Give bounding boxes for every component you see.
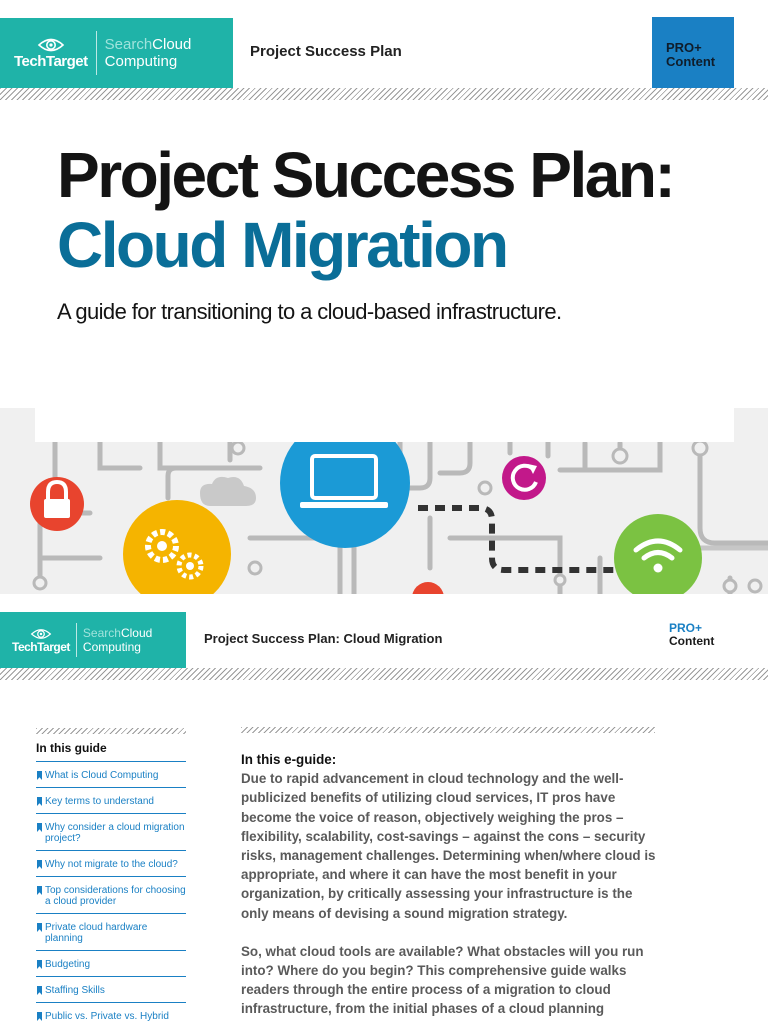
- eye-logo-icon: [37, 36, 65, 54]
- bookmark-icon: [37, 771, 42, 780]
- gears-icon: [123, 500, 231, 594]
- techtarget-logo-page2: [0, 612, 186, 668]
- intro-heading: In this e-guide:: [241, 752, 337, 767]
- bookmark-icon: [37, 960, 42, 969]
- toc-item-public-private-hybrid[interactable]: [36, 1003, 186, 1024]
- body-rule: [241, 727, 655, 733]
- toc-item-label: Public vs. Private vs. Hybrid: [45, 1011, 169, 1022]
- guide-toc: [36, 728, 186, 1024]
- techtarget-mark: [12, 627, 70, 654]
- cover-subtitle: Cloud Migration: [57, 209, 507, 281]
- pro-content-badge: [652, 17, 734, 99]
- bookmark-icon: [37, 860, 42, 869]
- pro-content-label: [669, 622, 714, 648]
- cover-title: Project Success Plan:: [57, 139, 674, 211]
- toc-item-label: Staffing Skills: [45, 985, 105, 996]
- refresh-icon: [502, 456, 546, 500]
- toc-item-provider[interactable]: [36, 877, 186, 914]
- page2-header-title: Project Success Plan: Cloud Migration: [204, 631, 443, 646]
- toc-item-label: Why not migrate to the cloud?: [45, 859, 178, 870]
- toc-item-what-is-cloud[interactable]: [36, 762, 186, 788]
- toc-item-staffing[interactable]: [36, 977, 186, 1003]
- toc-rule: [36, 728, 186, 734]
- content-label: Content: [666, 54, 716, 69]
- toc-item-label: Budgeting: [45, 959, 91, 970]
- wifi-icon: [614, 514, 702, 594]
- toc-item-why-not[interactable]: [36, 851, 186, 877]
- techtarget-logo: [0, 18, 233, 88]
- lock-icon: [30, 477, 84, 531]
- searchcloudcomputing-wordmark: [105, 36, 192, 70]
- bookmark-icon: [37, 986, 42, 995]
- logo-search-text: Search: [82, 626, 121, 640]
- toc-item-why-consider[interactable]: [36, 814, 186, 851]
- eye-logo-icon: [30, 627, 52, 641]
- searchcloudcomputing-wordmark: [83, 626, 152, 654]
- toc-item-label: Top considerations for choosing a cloud provider: [45, 885, 186, 907]
- bookmark-icon: [37, 886, 42, 895]
- logo-computing-text: Computing: [82, 640, 141, 654]
- techtarget-mark: [14, 36, 88, 70]
- toc-item-label: Why consider a cloud migration project?: [45, 822, 185, 844]
- techtarget-wordmark: TechTarget: [12, 639, 70, 654]
- toc-item-budgeting[interactable]: [36, 951, 186, 977]
- logo-search-text: Search: [104, 36, 153, 53]
- toc-item-hardware[interactable]: [36, 914, 186, 951]
- header-rule: [0, 88, 768, 100]
- header-title: Project Success Plan: [250, 43, 402, 60]
- illustration-top-mask: [35, 408, 734, 442]
- intro-paragraph-1: Due to rapid advancement in cloud technology and the well-publicized benefits of utilizing cloud services, IT pros have become the voice of reason, objectively weighing the pros – flexibility, scalability, cost-savings – against the cons – security risks, management challenges. Determining when/where cloud is appropriate, and where it can have the most benefit in your organization, by critically assessing your infrastructure is the only means of devising a sound migration strategy.: [241, 771, 656, 921]
- content-label: Content: [669, 634, 715, 648]
- cover-tagline: A guide for transitioning to a cloud-based infrastructure.: [57, 299, 562, 324]
- intro-paragraph-2: So, what cloud tools are available? What obstacles will you run into? Where do you begin? This comprehensive guide walks readers through the entire process of a migration to cloud infrastructure, from the initial phases of a cloud planning: [241, 943, 644, 1017]
- logo-cloud-text: Cloud: [152, 36, 192, 53]
- toc-item-label: Private cloud hardware planning: [45, 922, 148, 944]
- logo-computing-text: Computing: [104, 53, 178, 70]
- pro-label: PRO+: [669, 621, 703, 635]
- toc-item-label: What is Cloud Computing: [45, 770, 159, 781]
- toc-item-key-terms[interactable]: [36, 788, 186, 814]
- bookmark-icon: [37, 923, 42, 932]
- bookmark-icon: [37, 1012, 42, 1021]
- toc-heading: In this guide: [36, 741, 186, 762]
- pro-label: PRO+: [666, 40, 702, 55]
- cloud-icon: [200, 477, 256, 506]
- toc-item-label: Key terms to understand: [45, 796, 154, 807]
- page2-header-rule: [0, 668, 768, 680]
- intro-section: [241, 750, 661, 1024]
- bookmark-icon: [37, 797, 42, 806]
- logo-divider: [96, 31, 97, 75]
- bookmark-icon: [37, 823, 42, 832]
- logo-cloud-text: Cloud: [120, 626, 153, 640]
- logo-divider: [76, 623, 77, 657]
- techtarget-wordmark: TechTarget: [14, 53, 88, 70]
